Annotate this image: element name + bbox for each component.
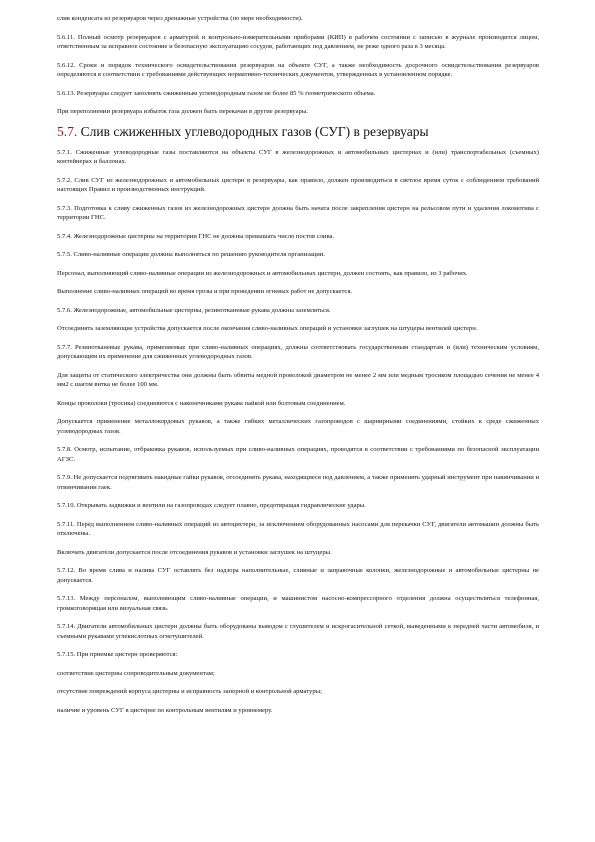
paragraph-check-damage: отсутствие повреждений корпуса цистерны и исправность запорной и контрольной арматуры; [57, 688, 322, 695]
paragraph-5-7-4: 5.7.4. Железнодорожные цистерны на территории ГНС не должны превышать число постов слива. [57, 232, 335, 240]
paragraph-check-level: наличие и уровень СУГ в цистерне по контрольным вентилям и уровнемеру. [57, 706, 273, 714]
section-title: Слив сжиженных углеводородных газов (СУГ) в резервуары [80, 123, 429, 139]
section-heading [57, 124, 539, 140]
paragraph-5-7-10: 5.7.10. Открывать задвижки и вентили на газопроводах следует плавно, предотвращая гидравлические удары. [57, 502, 366, 509]
paragraph-5-6-11: 5.6.11. Полный осмотр резервуаров с арматурой и контрольно-измерительными приборами (КИП) в рабочем состоянии с записью в журнале производится лицом, ответственным за исправное состояние и безопасную эксплуатацию сосудов, работающих под давлением, не реже одного раза в 3 месяца. [57, 33, 539, 50]
paragraph-5-7-6: 5.7.6. Железнодорожные, автомобильные цистерны, резинотканевые рукава должны заземляться. [57, 306, 331, 314]
paragraph-5-7-2: 5.7.2. Слив СУГ из железнодорожных и автомобильных цистерн в резервуары, как правило, должен производиться в светлое время суток с соблюдением требований настоящих Правил и производственных инструкций. [57, 176, 539, 193]
paragraph-5-7-12: 5.7.12. Во время слива и налива СУГ оставлять без надзора наполнительные, сливные и заправочные колонки, железнодорожные и автомобильные цистерны не допускается. [57, 567, 539, 584]
paragraph-5-6-12: 5.6.12. Сроки и порядок технического освидетельствования резервуаров на объекте СУГ, а также необходимость досрочного освидетельствования резервуаров определяются в соответствии с требованиями действующих нормативно-технических документов, утвержденных в установленном порядке. [57, 61, 539, 78]
paragraph-5-7-11: 5.7.11. Перед выполнением сливо-наливных операций из автоцистерн, за исключением оборудованных насосами для перекачки СУГ, двигатели автомашин должны быть отключены. [57, 520, 539, 537]
paragraph-5-7-15: 5.7.15. При приемке цистерн проверяются: [57, 651, 178, 658]
paragraph-5-7-13: 5.7.13. Между персоналом, выполняющим сливо-наливные операции, и машинистом насосно-компрессорного отделения должна осуществляться телефонная, громкоговорящая или визуальная связь. [57, 595, 539, 612]
paragraph-5-7-14: 5.7.14. Двигатели автомобильных цистерн должны быть оборудованы выводом с глушителем и искрогасительной сеткой, выведенными к передней части автомобиля, и съемными рукавами углекислотных огнетушителей. [57, 623, 539, 640]
paragraph-personnel: Персонал, выполняющий сливо-наливные операции из железнодорожных и автомобильных цистерн, должен состоять, как правило, из 3 рабочих. [57, 269, 468, 277]
paragraph-engines-on: Включать двигатели допускается после отсоединения рукавов и установки заглушек на штуцеры. [57, 548, 332, 556]
paragraph-metal-hoses: Допускается применение металлокордовых рукавов, а также гибких металлических газопроводов с шарнирными соединениями, стойких к среде сжиженных углеводородных газов. [57, 418, 539, 435]
paragraph-5-7-1: 5.7.1. Сжиженные углеводородные газы поставляются на объекты СУГ в железнодорожных и автомобильных цистернах и (или) транспортабельных (съемных) контейнерах и баллонах. [57, 148, 539, 165]
paragraph-5-7-5: 5.7.5. Сливо-наливные операции должны выполняться по решению руководителя организации. [57, 251, 325, 258]
paragraph-static-protection: Для защиты от статического электричества они должны быть обвиты медной проволокой диаметром не менее 2 мм или медным тросиком площадью сечения не менее 4 мм2 с шагом витка не более 100 мм. [57, 371, 539, 388]
paragraph-5-7-9: 5.7.9. Не допускается подтягивать накидные гайки рукавов, отсоединять рукава, находящиеся под давлением, а также применять ударный инструмент при навинчивании и отвинчивании гаек. [57, 474, 539, 491]
paragraph-wire-ends: Концы проволоки (тросика) соединяются с наконечниками рукава пайкой или болтовым соединением. [57, 399, 346, 407]
paragraph-5-7-8: 5.7.8. Осмотр, испытание, отбраковка рукавов, используемых при сливо-наливных операциях, проводятся в соответствии с требованиями по безопасной эксплуатации АГЗС. [57, 446, 539, 463]
paragraph-continuation: слив конденсата из резервуаров через дренажные устройства (по мере необходимости). [57, 15, 303, 22]
paragraph-grounding: Отсоединять заземляющие устройства допускается после окончания сливо-наливных операций и установки заглушек на штуцеры вентилей цистерн. [57, 325, 478, 332]
paragraph-5-7-7: 5.7.7. Резинотканевые рукава, применяемые при сливо-наливных операциях, должны соответствовать государственным стандартам и (или) техническим условиям, допускающим их применение для сжиженных углеводородных газов. [57, 343, 539, 360]
paragraph-overfill: При переполнении резервуара избыток газа должен быть перекачан в другие резервуары. [57, 108, 308, 115]
paragraph-thunderstorm: Выполнение сливо-наливных операций во время грозы и при проведении огневых работ не допускается. [57, 288, 353, 295]
paragraph-5-7-3: 5.7.3. Подготовка к сливу сжиженных газов из железнодорожных цистерн должна быть начата после закрепления цистерн на рельсовом пути и удаления локомотива с территории ГНС. [57, 204, 539, 221]
paragraph-5-6-13: 5.6.13. Резервуары следует заполнять сжиженным углеводородным газом не более 85 % геометрического объема. [57, 89, 376, 97]
paragraph-check-documents: соответствие цистерны сопроводительным документам; [57, 669, 215, 677]
section-number: 5.7. [57, 123, 78, 139]
